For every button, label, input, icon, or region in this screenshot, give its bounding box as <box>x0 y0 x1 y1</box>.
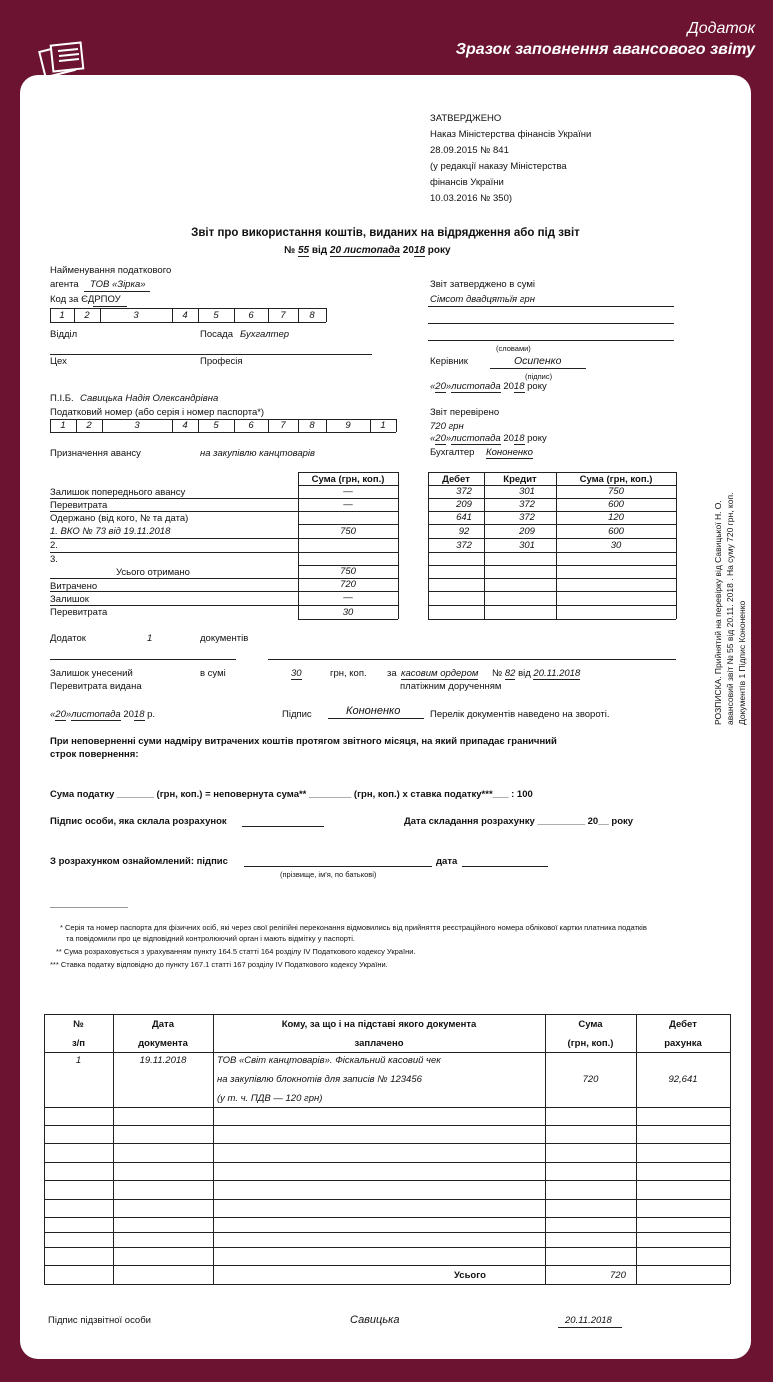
advance-row-label: Залишок попереднього авансу <box>50 487 186 498</box>
shop-label: Цех <box>50 356 67 367</box>
head-signature: Осипенко <box>514 355 562 367</box>
final-date: 20.11.2018 <box>565 1315 612 1326</box>
acc-cell: 641 <box>456 512 472 523</box>
doc-header: рахунка <box>664 1038 702 1049</box>
profession-label: Професія <box>200 356 243 367</box>
approved-line: (у редакції наказу Міністерства <box>430 161 567 172</box>
tax-box: 4 <box>182 420 188 431</box>
receipt-line: авансовий звіт № 55 від 20.11. 2018 . На суму 720 грн, коп. <box>725 492 735 725</box>
approved-line: фінансів України <box>430 177 504 188</box>
accountant-label: Бухгалтер <box>430 447 475 458</box>
acc-cell: 92 <box>458 526 470 537</box>
ack-label: З розрахунком ознайомлений: підпис <box>50 856 228 867</box>
acc-cell: 209 <box>519 526 535 537</box>
doc-header: (грн, коп.) <box>567 1038 614 1049</box>
acc-header-sum: Сума (грн, коп.) <box>579 474 653 485</box>
attachment-count: 1 <box>147 633 153 644</box>
receipt-line: Документів 1 Підпис Кононенко <box>737 600 747 725</box>
acc-cell: 301 <box>519 486 535 497</box>
tax-number-label: Податковий номер (або серія і номер паспорта*) <box>50 407 265 418</box>
acc-cell: 600 <box>608 526 624 537</box>
accountant-name: Кононенко <box>486 447 533 458</box>
calc-signer-label: Підпис особи, яка склала розрахунок <box>50 816 227 827</box>
signature-caption: (підпис) <box>525 372 553 381</box>
acc-cell: 30 <box>610 540 622 551</box>
receipt-note <box>712 493 748 725</box>
approved-line: Наказ Міністерства фінансів України <box>430 129 592 140</box>
tax-box: 3 <box>134 420 140 431</box>
doc-row-desc: на закупівлю блокнотів для записів № 123456 <box>217 1074 422 1085</box>
tax-box: 9 <box>345 420 351 431</box>
report-number-line: № 55 від 20 листопада 2018 року <box>284 245 451 256</box>
tax-box: 8 <box>309 420 315 431</box>
name-label: П.І.Б. <box>50 393 74 404</box>
acc-cell: 750 <box>608 486 624 497</box>
doc-header: Дата <box>152 1019 174 1030</box>
tax-box: 1 <box>380 420 386 431</box>
person-name: Савицька Надія Олександрівна <box>80 393 219 404</box>
advance-row-label: Залишок <box>50 594 89 605</box>
footnote: ** Сума розраховується з урахуванням пункту 164.5 статті 164 розділу IV Податкового кодексу України. <box>56 947 416 956</box>
remainder-unit: грн, коп. <box>330 668 367 679</box>
tax-box: 7 <box>280 420 286 431</box>
remainder-sum: 30 <box>291 668 302 679</box>
edrpou-box: 6 <box>248 310 254 321</box>
attachment-docs: документів <box>200 633 249 644</box>
remainder-label: Залишок унесений <box>50 668 133 679</box>
words-caption: (словами) <box>496 344 531 353</box>
acc-cell: 372 <box>519 512 535 523</box>
head-label: Керівник <box>430 356 468 367</box>
remainder-by: касовим ордером <box>401 668 479 679</box>
doc-header: Кому, за що і на підставі якого документа <box>281 1019 477 1030</box>
report-title: Звіт про використання коштів, виданих на відрядження або під звіт <box>191 227 580 239</box>
doc-row-desc: (у т. ч. ПДВ — 120 грн) <box>217 1093 323 1104</box>
sign-signature: Кононенко <box>346 705 401 717</box>
remainder-no: № 82 від 20.11.2018 <box>492 668 581 679</box>
acc-cell: 372 <box>456 540 472 551</box>
acc-header-debit: Дебет <box>442 474 470 485</box>
approved-line: ЗАТВЕРДЖЕНО <box>430 113 502 124</box>
tax-formula: Сума податку _______ (грн, коп.) = неповернута сума** ________ (грн, коп.) х ставка податку***___ : 100 <box>50 789 533 800</box>
edrpou-label: Код за ЄДРПОУ <box>50 294 121 305</box>
acc-header-credit: Кредит <box>503 474 537 485</box>
sign-date: «20»листопада 2018 р. <box>50 709 156 720</box>
doc-header: заплачено <box>354 1038 404 1049</box>
attachment-label: Додаток <box>50 633 86 644</box>
agent-name: ТОВ «Зірка» <box>90 279 146 290</box>
head-date: «20»листопада 2018 року <box>430 381 547 392</box>
agent-label: Найменування податкового <box>50 265 172 276</box>
approved-line: 10.03.2016 № 350) <box>430 193 513 204</box>
doc-row-sum: 720 <box>582 1074 599 1085</box>
advance-row-label: 2. <box>50 540 58 551</box>
doc-header: Сума <box>578 1019 603 1030</box>
position-value: Бухгалтер <box>240 329 290 340</box>
advance-row-label: 1. ВКО № 73 від 19.11.2018 <box>50 526 171 537</box>
approved-sum-value: Сімсот двадцятьїя грн <box>430 294 535 305</box>
acc-cell: 600 <box>608 499 624 510</box>
remainder-sum-label: в сумі <box>200 668 226 679</box>
payment-order: платіжним дорученням <box>400 681 502 692</box>
calc-date-label: Дата складання розрахунку _________ 20__ року <box>404 816 634 827</box>
advance-row-value: 750 <box>340 566 356 577</box>
advance-row-value: — <box>343 486 353 497</box>
dept-label: Відділ <box>50 329 78 340</box>
document-icon <box>38 38 90 80</box>
doc-header: Дебет <box>669 1019 697 1030</box>
receipt-line: РОЗПИСКА. Прийнятий на перевірку від Савицької Н. О. <box>713 500 723 725</box>
acc-cell: 209 <box>456 499 472 510</box>
return-note-1: При неповерненні суми надміру витрачених коштів протягом звітного місяця, на який припадає граничний <box>50 736 557 747</box>
footnote: * Серія та номер паспорта для фізичних осіб, які через свої релігійні переконання відмовились від прийняття реєстраційного номера облікової картки платника податків <box>60 923 647 932</box>
overspent-label: Перевитрата видана <box>50 681 142 692</box>
checked-label: Звіт перевірено <box>430 407 500 418</box>
edrpou-box: 5 <box>213 310 219 321</box>
sign-label: Підпис <box>282 709 312 720</box>
acc-cell: 120 <box>608 512 624 523</box>
list-note: Перелік документів наведено на звороті. <box>430 709 610 720</box>
edrpou-box: 4 <box>182 310 188 321</box>
total-label: Усього <box>454 1270 486 1281</box>
advance-row-label: Витрачено <box>50 581 98 592</box>
doc-header: № <box>73 1019 84 1030</box>
advance-row-label: Одержано (від кого, № та дата) <box>50 513 189 524</box>
doc-header: документа <box>138 1038 188 1049</box>
tax-box: 6 <box>248 420 254 431</box>
tax-box: 5 <box>213 420 219 431</box>
footnote: *** Ставка податку відповідно до пункту 167.1 статті 167 розділу IV Податкового кодексу України. <box>50 960 388 969</box>
edrpou-box: 8 <box>309 310 315 321</box>
final-signature: Савицька <box>350 1314 400 1326</box>
doc-row-date: 19.11.2018 <box>139 1055 187 1066</box>
checked-date: «20»листопада 2018 року <box>430 433 547 444</box>
footnote: та повідомили про це відповідний контролюючий орган і мають відмітку у паспорті. <box>66 934 355 943</box>
approved-sum-label: Звіт затверджено в сумі <box>430 279 536 290</box>
tax-box: 2 <box>86 420 92 431</box>
advance-table-header: Сума (грн, коп.) <box>311 474 385 485</box>
acc-cell: 301 <box>519 540 535 551</box>
advance-row-label: Перевитрата <box>50 607 108 618</box>
return-note-2: строк повернення: <box>50 749 139 760</box>
purpose-label: Призначення авансу <box>50 448 141 459</box>
doc-row-debit: 92,641 <box>668 1074 698 1085</box>
total-value: 720 <box>610 1270 626 1281</box>
edrpou-box: 7 <box>280 310 286 321</box>
advance-row-label: Перевитрата <box>50 500 108 511</box>
advance-row-label: Усього отримано <box>116 567 190 578</box>
ack-date-label: дата <box>436 856 458 867</box>
doc-row-no: 1 <box>75 1055 82 1066</box>
form-sheet <box>20 75 751 1359</box>
approved-line: 28.09.2015 № 841 <box>430 145 509 156</box>
advance-row-value: 720 <box>340 579 356 590</box>
doc-header: з/п <box>71 1038 86 1049</box>
acc-cell: 372 <box>519 499 535 510</box>
header-appendix: Додаток <box>687 20 755 37</box>
purpose-value: на закупівлю канцтоварів <box>200 448 316 459</box>
edrpou-box: 3 <box>133 310 139 321</box>
ack-caption: (прізвище, ім'я, по батькові) <box>280 870 377 879</box>
remainder-by-label: за <box>387 668 397 679</box>
checked-sum: 720 грн <box>430 421 464 432</box>
advance-row-value: 750 <box>340 526 356 537</box>
advance-row-value: 30 <box>342 607 354 618</box>
advance-row-label: 3. <box>50 554 58 565</box>
advance-row-value: — <box>343 499 353 510</box>
edrpou-box: 1 <box>59 310 65 321</box>
header-title: Зразок заповнення авансового звіту <box>455 41 755 58</box>
acc-cell: 372 <box>456 486 472 497</box>
tax-box: 1 <box>60 420 66 431</box>
advance-row-value: — <box>343 592 353 603</box>
position-label: Посада <box>200 329 233 340</box>
edrpou-box: 2 <box>84 310 90 321</box>
final-sign-label: Підпис підзвітної особи <box>48 1315 151 1326</box>
agent-label-2: агента <box>50 279 79 290</box>
doc-row-desc: ТОВ «Світ канцтоварів». Фіскальний касовий чек <box>217 1055 441 1066</box>
